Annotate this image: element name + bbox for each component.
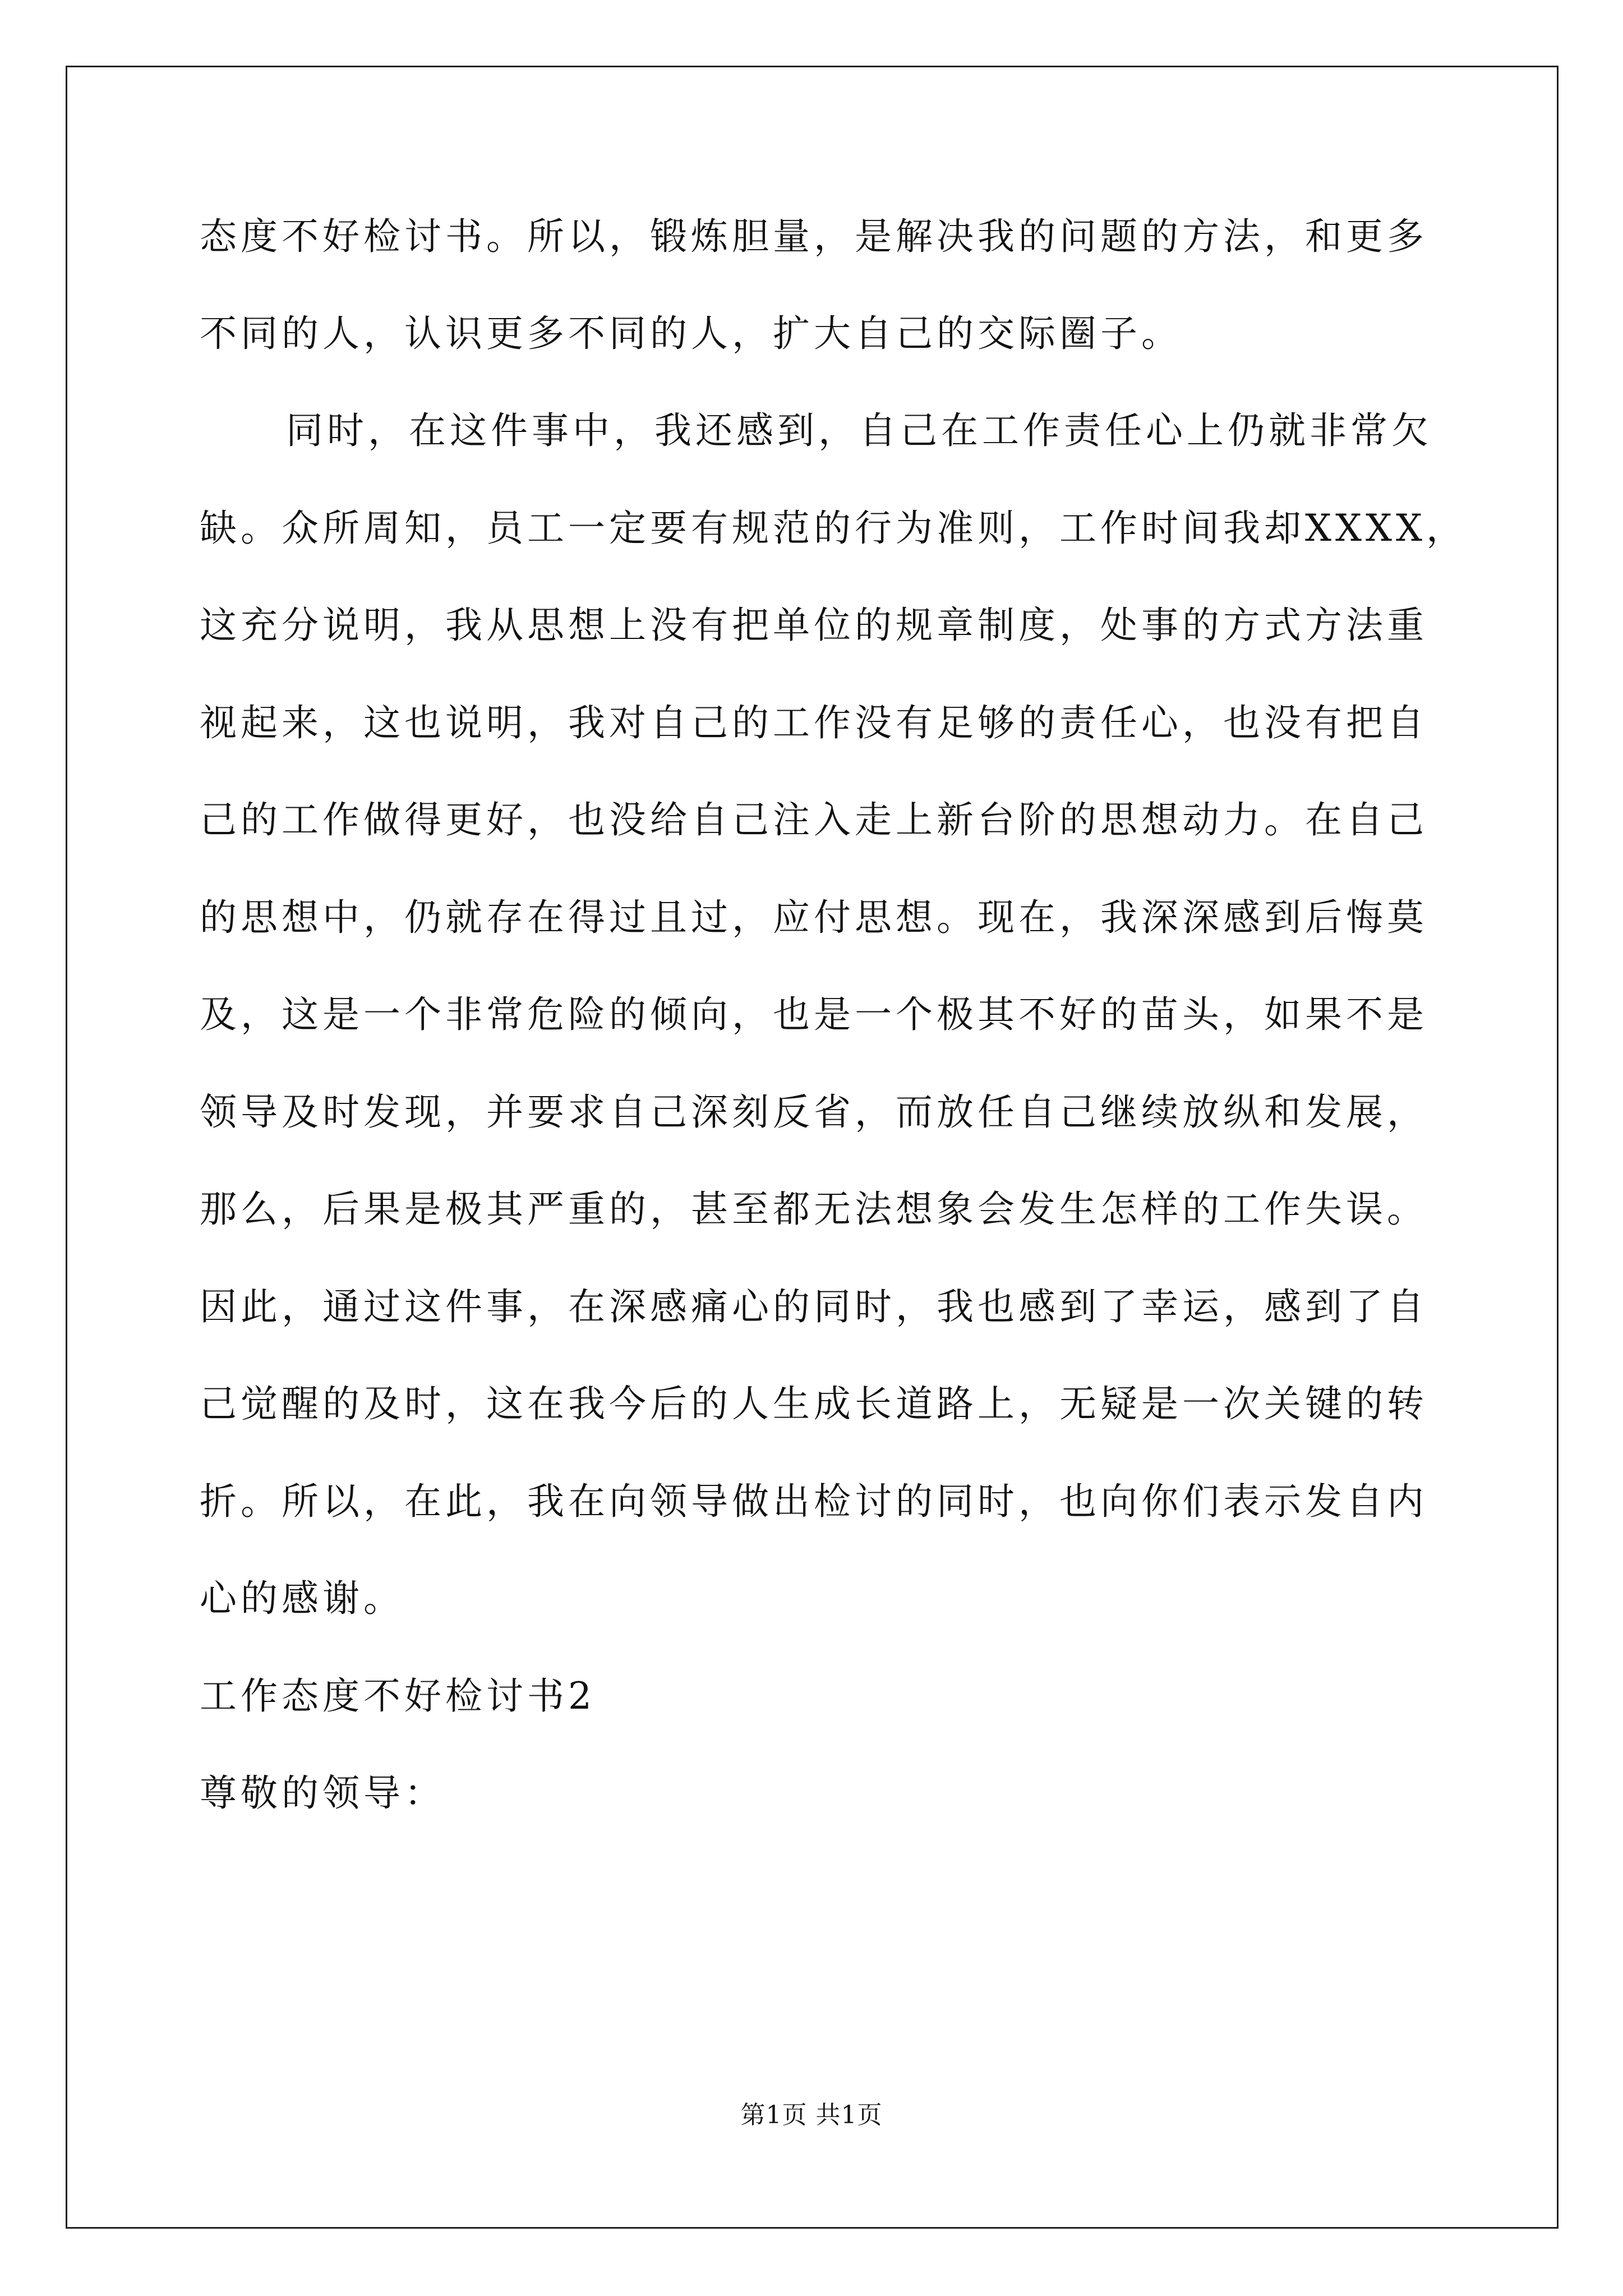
text-line-4: 缺。众所周知，员工一定要有规范的行为准则，工作时间我却XXXX， [200, 507, 1467, 550]
text-line-6: 视起来，这也说明，我对自己的工作没有足够的责任心，也没有把自 [200, 701, 1428, 744]
text-line-7: 己的工作做得更好，也没给自己注入走上新台阶的思想动力。在自己 [200, 798, 1428, 841]
text-line-3: 同时，在这件事中，我还感到，自己在工作责任心上仍就非常欠 [286, 409, 1432, 452]
text-line-2: 不同的人，认识更多不同的人，扩大自己的交际圈子。 [200, 312, 1182, 355]
text-line-12: 因此，通过这件事，在深感痛心的同时，我也感到了幸运，感到了自 [200, 1285, 1428, 1328]
page-footer: 第1页 共1页 [740, 2101, 883, 2129]
text-line-8: 的思想中，仍就存在得过且过，应付思想。现在，我深深感到后悔莫 [200, 896, 1428, 939]
text-line-14: 折。所以，在此，我在向领导做出检讨的同时，也向你们表示发自内 [200, 1480, 1428, 1523]
section-heading: 工作态度不好检讨书2 [200, 1674, 596, 1718]
text-line-1: 态度不好检讨书。所以，锻炼胆量，是解决我的问题的方法，和更多 [200, 215, 1428, 258]
text-line-5: 这充分说明，我从思想上没有把单位的规章制度，处事的方式方法重 [200, 604, 1428, 647]
page-border [66, 66, 1559, 2229]
text-line-13: 己觉醒的及时，这在我今后的人生成长道路上，无疑是一次关键的转 [200, 1382, 1428, 1425]
text-line-9: 及，这是一个非常危险的倾向，也是一个极其不好的苗头，如果不是 [200, 993, 1428, 1036]
text-line-10: 领导及时发现，并要求自己深刻反省，而放任自己继续放纵和发展， [200, 1091, 1428, 1134]
text-line-15: 心的感谢。 [200, 1577, 404, 1620]
text-line-11: 那么，后果是极其严重的，甚至都无法想象会发生怎样的工作失误。 [200, 1188, 1428, 1231]
salutation: 尊敬的领导： [200, 1772, 445, 1815]
